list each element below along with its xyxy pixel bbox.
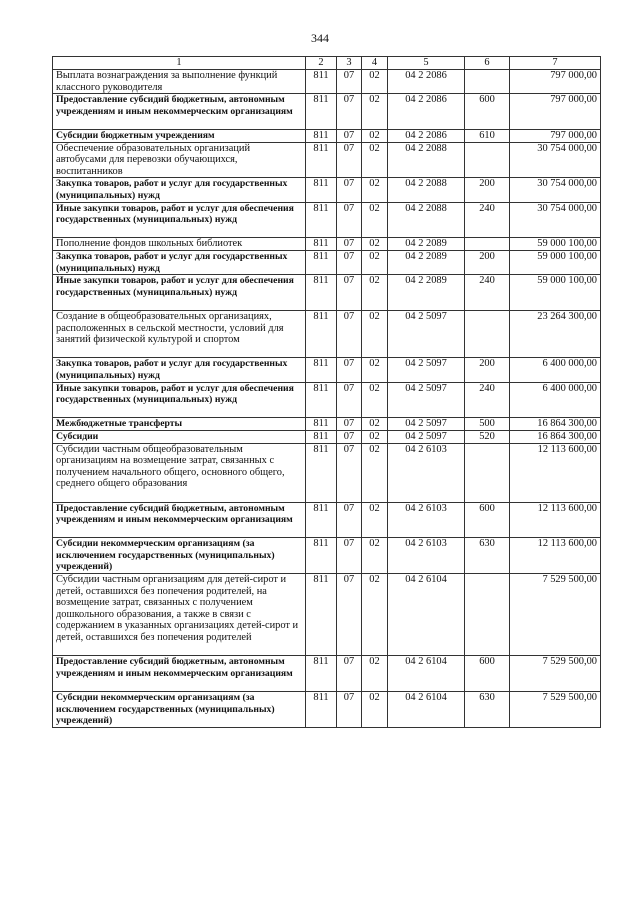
table-row [53,418,601,431]
row-section-code: 07 [337,70,362,94]
row-ministry-code: 811 [306,129,337,142]
row-section-code: 07 [337,238,362,251]
row-amount: 59 000 100,00 [510,275,601,311]
row-target-article: 04 2 6104 [388,574,465,656]
row-ministry-code: 811 [306,310,337,357]
row-amount: 59 000 100,00 [510,250,601,274]
row-target-article: 04 2 5097 [388,418,465,431]
row-expense-type: 600 [465,502,510,538]
row-description: Пополнение фондов школьных библиотек [53,238,306,251]
row-target-article: 04 2 6103 [388,502,465,538]
table-row [53,358,601,382]
row-subsection-code: 02 [362,574,388,656]
row-target-article: 04 2 2089 [388,238,465,251]
header-cell-5: 5 [388,57,465,70]
row-subsection-code: 02 [362,178,388,202]
row-description: Иные закупки товаров, работ и услуг для обеспечения государственных (муниципальных) нужд [53,202,306,238]
row-subsection-code: 02 [362,129,388,142]
row-amount: 6 400 000,00 [510,358,601,382]
row-subsection-code: 02 [362,202,388,238]
row-description: Субсидии частным организациям для детей-сирот и детей, оставшихся без попечения родителей, на возмещение затрат, связанных с получением дошкольного образования, а также в связи с содержанием в указанных организациях детей-сирот и детей, оставшихся без попечения родителей [53,574,306,656]
row-ministry-code: 811 [306,538,337,574]
row-target-article: 04 2 5097 [388,430,465,443]
table-row [53,142,601,178]
row-amount: 797 000,00 [510,129,601,142]
table-row [53,275,601,311]
row-amount: 12 113 600,00 [510,538,601,574]
row-description: Закупка товаров, работ и услуг для государственных (муниципальных) нужд [53,178,306,202]
row-amount: 7 529 500,00 [510,692,601,728]
table-row [53,382,601,418]
table-header-row [53,57,601,70]
row-target-article: 04 2 6103 [388,538,465,574]
header-cell-7: 7 [510,57,601,70]
row-target-article: 04 2 2088 [388,142,465,178]
row-amount: 7 529 500,00 [510,574,601,656]
row-expense-type: 240 [465,382,510,418]
row-amount: 16 864 300,00 [510,430,601,443]
table-row [53,430,601,443]
row-ministry-code: 811 [306,275,337,311]
row-target-article: 04 2 5097 [388,358,465,382]
row-expense-type: 200 [465,250,510,274]
row-expense-type [465,70,510,94]
row-description: Субсидии бюджетным учреждениям [53,129,306,142]
table-row [53,574,601,656]
row-subsection-code: 02 [362,443,388,502]
row-target-article: 04 2 2089 [388,250,465,274]
table-row [53,129,601,142]
row-section-code: 07 [337,502,362,538]
row-ministry-code: 811 [306,94,337,130]
row-subsection-code: 02 [362,94,388,130]
row-ministry-code: 811 [306,418,337,431]
row-ministry-code: 811 [306,238,337,251]
row-expense-type: 630 [465,538,510,574]
row-section-code: 07 [337,250,362,274]
header-cell-4: 4 [362,57,388,70]
row-subsection-code: 02 [362,656,388,692]
row-description: Выплата вознаграждения за выполнение функций классного руководителя [53,70,306,94]
row-amount: 6 400 000,00 [510,382,601,418]
row-target-article: 04 2 2086 [388,94,465,130]
header-cell-3: 3 [337,57,362,70]
row-expense-type: 500 [465,418,510,431]
row-description: Закупка товаров, работ и услуг для государственных (муниципальных) нужд [53,250,306,274]
table-row [53,443,601,502]
row-expense-type: 240 [465,202,510,238]
header-cell-6: 6 [465,57,510,70]
row-amount: 30 754 000,00 [510,142,601,178]
row-subsection-code: 02 [362,502,388,538]
row-target-article: 04 2 2088 [388,178,465,202]
row-subsection-code: 02 [362,70,388,94]
row-target-article: 04 2 6104 [388,692,465,728]
row-description: Предоставление субсидий бюджетным, автономным учреждениям и иным некоммерческим организациям [53,502,306,538]
row-subsection-code: 02 [362,358,388,382]
table-row [53,178,601,202]
table-row [53,656,601,692]
row-description: Межбюджетные трансферты [53,418,306,431]
row-ministry-code: 811 [306,502,337,538]
row-ministry-code: 811 [306,358,337,382]
row-target-article: 04 2 2086 [388,70,465,94]
row-expense-type: 610 [465,129,510,142]
row-description: Иные закупки товаров, работ и услуг для обеспечения государственных (муниципальных) нужд [53,275,306,311]
table-row [53,202,601,238]
row-section-code: 07 [337,202,362,238]
row-subsection-code: 02 [362,310,388,357]
row-description: Предоставление субсидий бюджетным, автономным учреждениям и иным некоммерческим организациям [53,94,306,130]
row-amount: 12 113 600,00 [510,443,601,502]
row-target-article: 04 2 2086 [388,129,465,142]
row-target-article: 04 2 6104 [388,656,465,692]
row-expense-type: 630 [465,692,510,728]
row-subsection-code: 02 [362,538,388,574]
row-ministry-code: 811 [306,430,337,443]
row-description: Субсидии некоммерческим организациям (за исключением государственных (муниципальных) учреждений) [53,538,306,574]
row-section-code: 07 [337,418,362,431]
row-section-code: 07 [337,129,362,142]
row-description: Обеспечение образовательных организаций автобусами для перевозки обучающихся, воспитанников [53,142,306,178]
row-expense-type: 600 [465,94,510,130]
row-section-code: 07 [337,275,362,311]
row-target-article: 04 2 2088 [388,202,465,238]
row-amount: 30 754 000,00 [510,202,601,238]
row-amount: 12 113 600,00 [510,502,601,538]
row-ministry-code: 811 [306,656,337,692]
table-row [53,310,601,357]
row-amount: 30 754 000,00 [510,178,601,202]
table-row [53,70,601,94]
row-ministry-code: 811 [306,382,337,418]
table-row [53,250,601,274]
table-row [53,538,601,574]
table-row [53,94,601,130]
row-description: Иные закупки товаров, работ и услуг для обеспечения государственных (муниципальных) нужд [53,382,306,418]
row-target-article: 04 2 6103 [388,443,465,502]
row-subsection-code: 02 [362,238,388,251]
row-ministry-code: 811 [306,178,337,202]
row-amount: 16 864 300,00 [510,418,601,431]
row-expense-type [465,238,510,251]
header-cell-2: 2 [306,57,337,70]
row-expense-type: 520 [465,430,510,443]
row-subsection-code: 02 [362,250,388,274]
row-section-code: 07 [337,142,362,178]
row-subsection-code: 02 [362,382,388,418]
row-ministry-code: 811 [306,443,337,502]
row-ministry-code: 811 [306,202,337,238]
budget-table [52,56,601,728]
row-section-code: 07 [337,574,362,656]
row-expense-type [465,443,510,502]
row-expense-type [465,310,510,357]
row-expense-type: 200 [465,178,510,202]
row-subsection-code: 02 [362,142,388,178]
row-subsection-code: 02 [362,418,388,431]
row-subsection-code: 02 [362,692,388,728]
row-description: Субсидии [53,430,306,443]
row-section-code: 07 [337,430,362,443]
row-ministry-code: 811 [306,70,337,94]
row-description: Закупка товаров, работ и услуг для государственных (муниципальных) нужд [53,358,306,382]
row-expense-type [465,142,510,178]
row-section-code: 07 [337,94,362,130]
header-cell-1: 1 [53,57,306,70]
row-ministry-code: 811 [306,692,337,728]
row-section-code: 07 [337,656,362,692]
row-target-article: 04 2 2089 [388,275,465,311]
row-description: Субсидии некоммерческим организациям (за исключением государственных (муниципальных) учреждений) [53,692,306,728]
row-expense-type: 200 [465,358,510,382]
row-subsection-code: 02 [362,430,388,443]
row-target-article: 04 2 5097 [388,382,465,418]
row-amount: 797 000,00 [510,70,601,94]
row-target-article: 04 2 5097 [388,310,465,357]
row-section-code: 07 [337,310,362,357]
row-expense-type: 240 [465,275,510,311]
row-description: Создание в общеобразовательных организациях, расположенных в сельской местности, условий для занятий физической культурой и спортом [53,310,306,357]
row-expense-type: 600 [465,656,510,692]
row-amount: 59 000 100,00 [510,238,601,251]
row-amount: 797 000,00 [510,94,601,130]
row-subsection-code: 02 [362,275,388,311]
page-number: 344 [311,31,329,45]
table-row [53,692,601,728]
row-section-code: 07 [337,178,362,202]
row-ministry-code: 811 [306,142,337,178]
row-ministry-code: 811 [306,250,337,274]
row-section-code: 07 [337,382,362,418]
row-section-code: 07 [337,443,362,502]
row-ministry-code: 811 [306,574,337,656]
row-amount: 23 264 300,00 [510,310,601,357]
row-description: Предоставление субсидий бюджетным, автономным учреждениям и иным некоммерческим организациям [53,656,306,692]
row-amount: 7 529 500,00 [510,656,601,692]
row-section-code: 07 [337,692,362,728]
row-section-code: 07 [337,538,362,574]
table-row [53,238,601,251]
table-row [53,502,601,538]
row-expense-type [465,574,510,656]
row-description: Субсидии частным общеобразовательным организациям на возмещение затрат, связанных с получением начального общего, основного общего, среднего общего образования [53,443,306,502]
row-section-code: 07 [337,358,362,382]
